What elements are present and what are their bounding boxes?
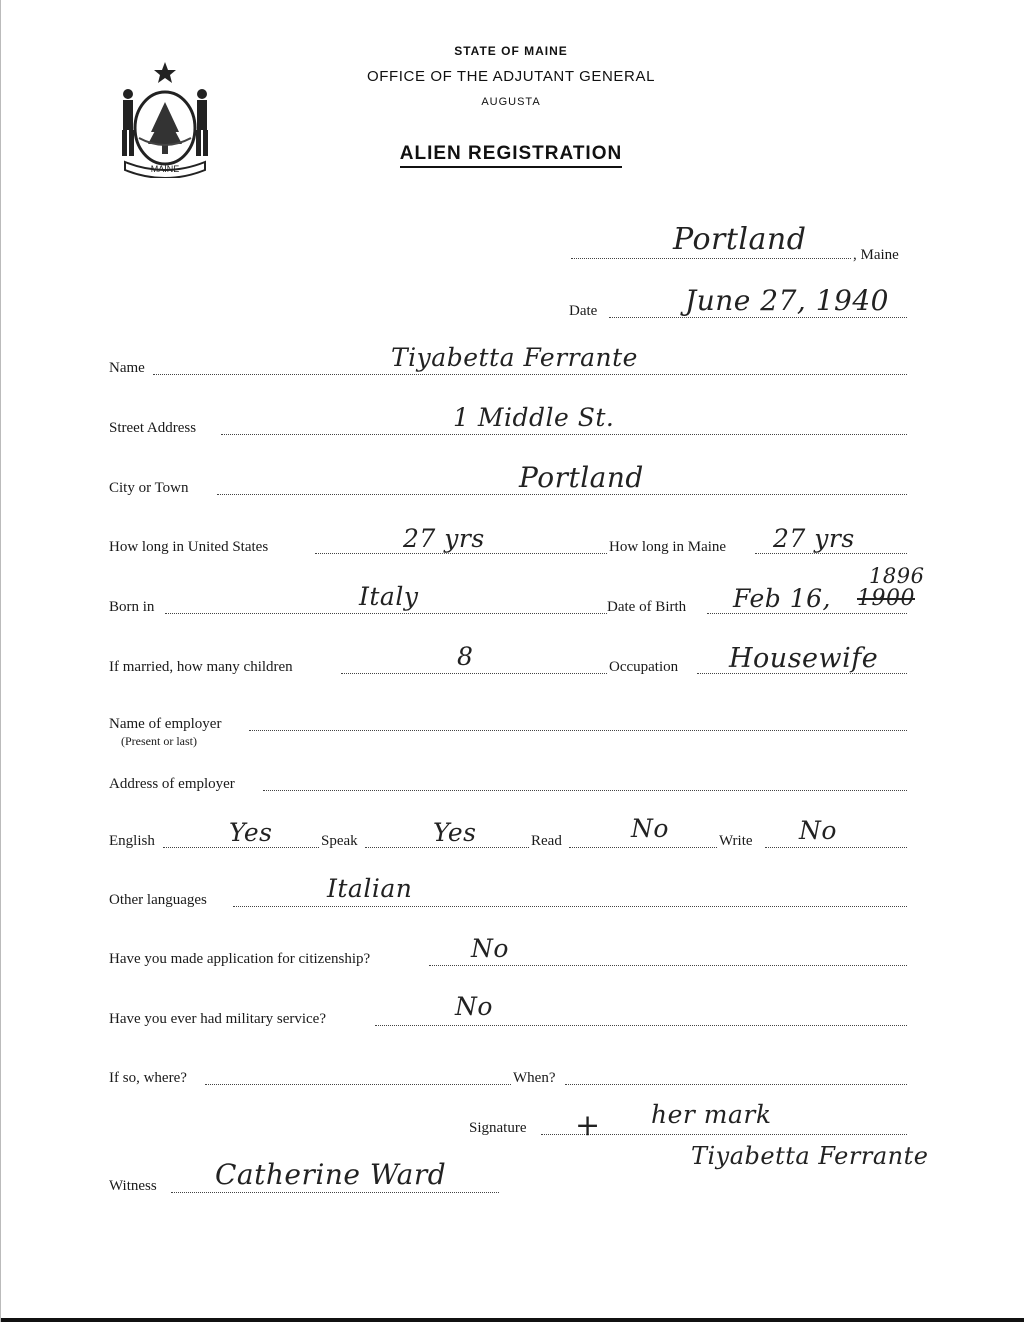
children-label: If married, how many children [109,659,293,675]
seal-motto: MAINE [150,164,180,174]
where-label: If so, where? [109,1070,187,1086]
when-label: When? [513,1070,556,1086]
write-label: Write [719,833,753,849]
dob-label: Date of Birth [607,599,687,615]
us-duration-line [315,553,607,554]
street-line [221,434,907,435]
name-line [153,374,907,375]
employer-address-line [263,790,907,791]
born-label: Born in [109,599,155,615]
us-duration-value: 27 yrs [403,524,485,553]
dob-value: Feb 16, [733,584,831,613]
speak-value: Yes [433,818,477,847]
office-heading: OFFICE OF THE ADJUTANT GENERAL [366,68,656,85]
born-line [165,613,607,614]
me-duration-value: 27 yrs [773,524,855,553]
english-value: Yes [229,818,273,847]
employer-address-label: Address of employer [109,776,235,792]
read-label: Read [531,833,562,849]
children-line [341,673,607,674]
signature-note: her mark [651,1100,772,1129]
when-line [565,1084,907,1085]
dob-year-corrected: 1896 [869,564,925,588]
speak-line [365,847,529,848]
born-value: Italy [359,582,419,611]
citizenship-value: No [471,934,509,963]
date-label: Date [569,303,598,319]
city-value: Portland [519,461,644,494]
name-label: Name [109,360,145,376]
state-heading: STATE OF MAINE [454,44,568,58]
name-value: Tiyabetta Ferrante [391,343,638,372]
bottom-border [1,1318,1024,1322]
signature-label: Signature [469,1120,527,1136]
city-label: City or Town [109,480,189,496]
employer-label: Name of employer [109,716,222,732]
citizenship-line [429,965,907,966]
children-value: 8 [457,642,474,671]
dob-year-struck: 1900 [857,586,915,611]
witness-value: Catherine Ward [215,1158,447,1191]
other-languages-line [233,906,907,907]
us-duration-label: How long in United States [109,539,269,555]
witness-label: Witness [109,1178,157,1194]
english-line [163,847,319,848]
dob-line [707,613,907,614]
date-line [609,317,907,318]
military-value: No [455,992,493,1021]
other-languages-value: Italian [327,874,413,903]
write-line [765,847,907,848]
street-label: Street Address [109,420,197,436]
citizenship-label: Have you made application for citizenship? [109,951,371,967]
employer-line [249,730,907,731]
read-line [569,847,717,848]
city-line [217,494,907,495]
me-duration-line [755,553,907,554]
military-label: Have you ever had military service? [109,1011,326,1027]
place-line [571,258,851,259]
military-line [375,1025,907,1026]
city-heading: AUGUSTA [481,96,541,108]
english-label: English [109,833,155,849]
street-value: 1 Middle St. [453,403,615,432]
date-value: June 27, 1940 [685,284,889,317]
speak-label: Speak [321,833,358,849]
write-value: No [799,816,837,845]
read-value: No [631,814,669,843]
signature-name: Tiyabetta Ferrante [691,1142,929,1170]
employer-sublabel: (Present or last) [121,734,197,748]
witness-line [171,1192,499,1193]
occupation-label: Occupation [609,659,679,675]
signature-mark: + [575,1108,601,1143]
maine-seal-icon [113,60,217,178]
me-duration-label: How long in Maine [609,539,727,555]
other-languages-label: Other languages [109,892,207,908]
occupation-value: Housewife [729,643,879,674]
form-title: ALIEN REGISTRATION [363,143,659,165]
where-line [205,1084,511,1085]
place-value: Portland [673,222,807,257]
maine-suffix: , Maine [853,247,899,263]
